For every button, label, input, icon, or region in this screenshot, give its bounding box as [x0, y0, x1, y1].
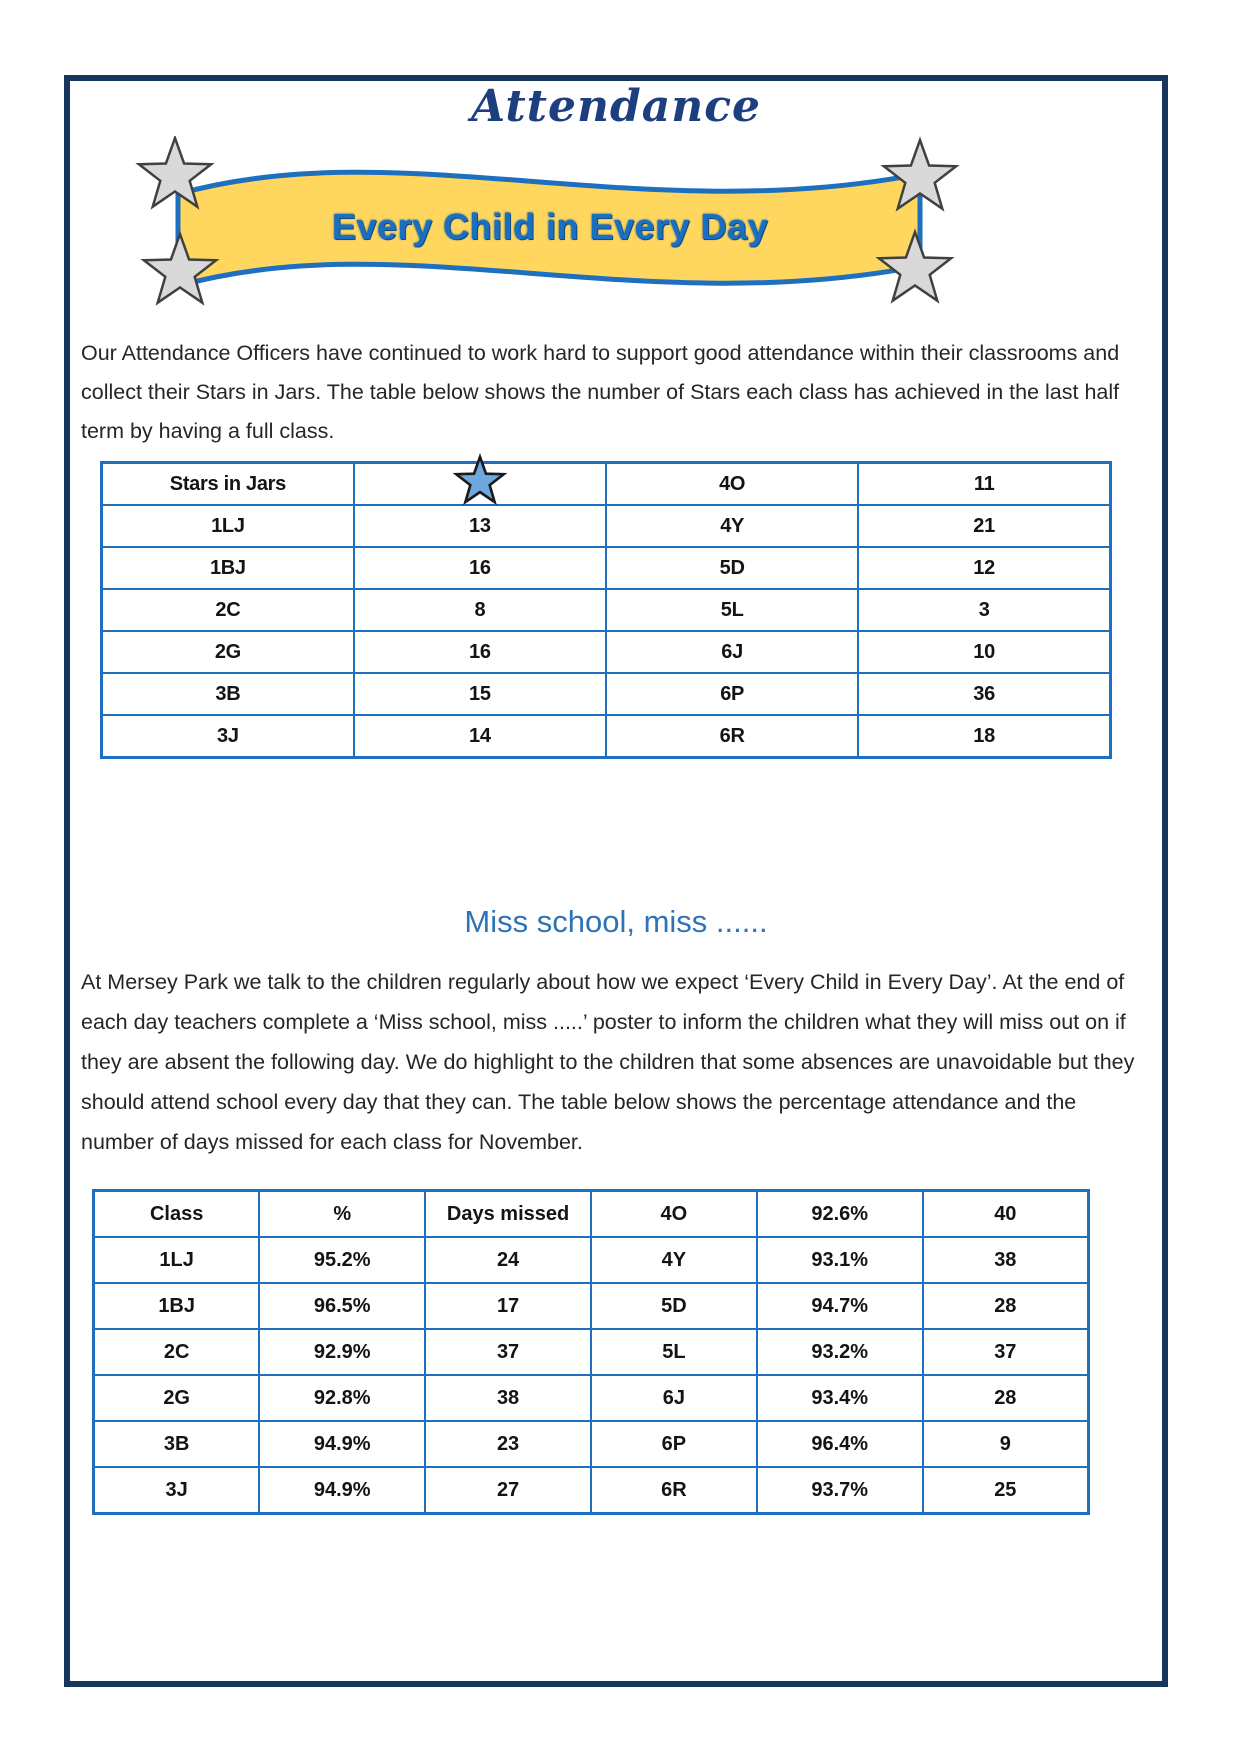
table-cell: 6P: [606, 673, 858, 715]
table-cell: 1LJ: [102, 505, 354, 547]
table-cell: 14: [354, 715, 606, 758]
table-cell: 4Y: [606, 505, 858, 547]
table-cell: 36: [858, 673, 1110, 715]
page-title: Attendance: [470, 81, 762, 132]
table-cell: 5L: [591, 1329, 757, 1375]
table-row: [102, 589, 1111, 631]
table-cell: 6P: [591, 1421, 757, 1467]
table-row: [94, 1467, 1089, 1514]
table-cell: 16: [354, 631, 606, 673]
table-header-cell: 4O: [606, 463, 858, 506]
page-content: [64, 75, 1168, 1515]
table-row: [94, 1421, 1089, 1467]
table-cell: 93.4%: [757, 1375, 923, 1421]
table-cell: 6R: [591, 1467, 757, 1514]
table-cell: 9: [923, 1421, 1089, 1467]
table-cell: 12: [858, 547, 1110, 589]
table-cell: 25: [923, 1467, 1089, 1514]
table-header-row: [94, 1191, 1089, 1238]
table-cell: 5D: [606, 547, 858, 589]
table-cell: 6J: [606, 631, 858, 673]
table-cell: 3B: [102, 673, 354, 715]
table-cell: 93.2%: [757, 1329, 923, 1375]
table-cell: 93.1%: [757, 1237, 923, 1283]
table-header-cell: 92.6%: [757, 1191, 923, 1238]
table-cell: 8: [354, 589, 606, 631]
table-cell: 5L: [606, 589, 858, 631]
table-cell: 1LJ: [94, 1237, 260, 1283]
table-cell: 1BJ: [94, 1283, 260, 1329]
intro-paragraph: Our Attendance Officers have continued to work hard to support good attendance within their classrooms and collect their Stars in Jars. The table below shows the number of Stars each class has achieved in the last half term by having a full class.: [81, 341, 1120, 443]
table-cell: 96.5%: [259, 1283, 425, 1329]
table-cell: 15: [354, 673, 606, 715]
table-cell: 24: [425, 1237, 591, 1283]
table-header-row: [102, 463, 1111, 506]
table-header-cell: Days missed: [425, 1191, 591, 1238]
table-cell: 28: [923, 1375, 1089, 1421]
table-cell: 27: [425, 1467, 591, 1514]
table-cell: 4Y: [591, 1237, 757, 1283]
attendance-table: [92, 1189, 1090, 1515]
table-cell: 18: [858, 715, 1110, 758]
table-cell: 23: [425, 1421, 591, 1467]
table-header-cell: %: [259, 1191, 425, 1238]
table-header-cell: [354, 463, 606, 506]
star-icon: [451, 452, 509, 508]
table-row: [102, 715, 1111, 758]
table-cell: 28: [923, 1283, 1089, 1329]
table-header-cell: 4O: [591, 1191, 757, 1238]
table-row: [102, 505, 1111, 547]
table-cell: 2C: [94, 1329, 260, 1375]
table-cell: 17: [425, 1283, 591, 1329]
table-cell: 37: [425, 1329, 591, 1375]
table-cell: 37: [923, 1329, 1089, 1375]
table-header-cell: Class: [94, 1191, 260, 1238]
table-row: [102, 547, 1111, 589]
table-cell: 95.2%: [259, 1237, 425, 1283]
table-cell: 38: [923, 1237, 1089, 1283]
table-row: [102, 673, 1111, 715]
table-cell: 3J: [102, 715, 354, 758]
table-cell: 16: [354, 547, 606, 589]
table-cell: 21: [858, 505, 1110, 547]
table-cell: 6R: [606, 715, 858, 758]
table-cell: 5D: [591, 1283, 757, 1329]
table-cell: 6J: [591, 1375, 757, 1421]
table-cell: 10: [858, 631, 1110, 673]
stars-in-jars-table: [100, 461, 1112, 759]
table-cell: 92.8%: [259, 1375, 425, 1421]
table-row: [94, 1237, 1089, 1283]
table-header-cell: 40: [923, 1191, 1089, 1238]
table-cell: 92.9%: [259, 1329, 425, 1375]
table-row: [94, 1375, 1089, 1421]
banner-slogan: Every Child in Every Day: [331, 206, 769, 247]
table-cell: 96.4%: [757, 1421, 923, 1467]
table-cell: 2G: [102, 631, 354, 673]
table-cell: 38: [425, 1375, 591, 1421]
table-cell: 94.7%: [757, 1283, 923, 1329]
every-child-banner: [100, 136, 1060, 326]
table-cell: 93.7%: [757, 1467, 923, 1514]
table-cell: 1BJ: [102, 547, 354, 589]
table-cell: 13: [354, 505, 606, 547]
section-heading: Miss school, miss ......: [464, 904, 768, 939]
table-cell: 3B: [94, 1421, 260, 1467]
table-header-cell: Stars in Jars: [102, 463, 354, 506]
section-paragraph: At Mersey Park we talk to the children regularly about how we expect ‘Every Child in Every Day’. At the end of each day teachers complete a ‘Miss school, miss .....’ poster to inform the children what they will miss out on if they are absent the following day. We do highlight to the children that some absences are unavoidable but they should attend school every day that they can. The table below shows the percentage attendance and the number of days missed for each class for November.: [81, 970, 1135, 1154]
table-row: [102, 631, 1111, 673]
table-header-cell: 11: [858, 463, 1110, 506]
table-cell: 3: [858, 589, 1110, 631]
table-row: [94, 1329, 1089, 1375]
table-cell: 94.9%: [259, 1421, 425, 1467]
table-cell: 94.9%: [259, 1467, 425, 1514]
table-row: [94, 1283, 1089, 1329]
table-cell: 2C: [102, 589, 354, 631]
table-cell: 3J: [94, 1467, 260, 1514]
table-cell: 2G: [94, 1375, 260, 1421]
